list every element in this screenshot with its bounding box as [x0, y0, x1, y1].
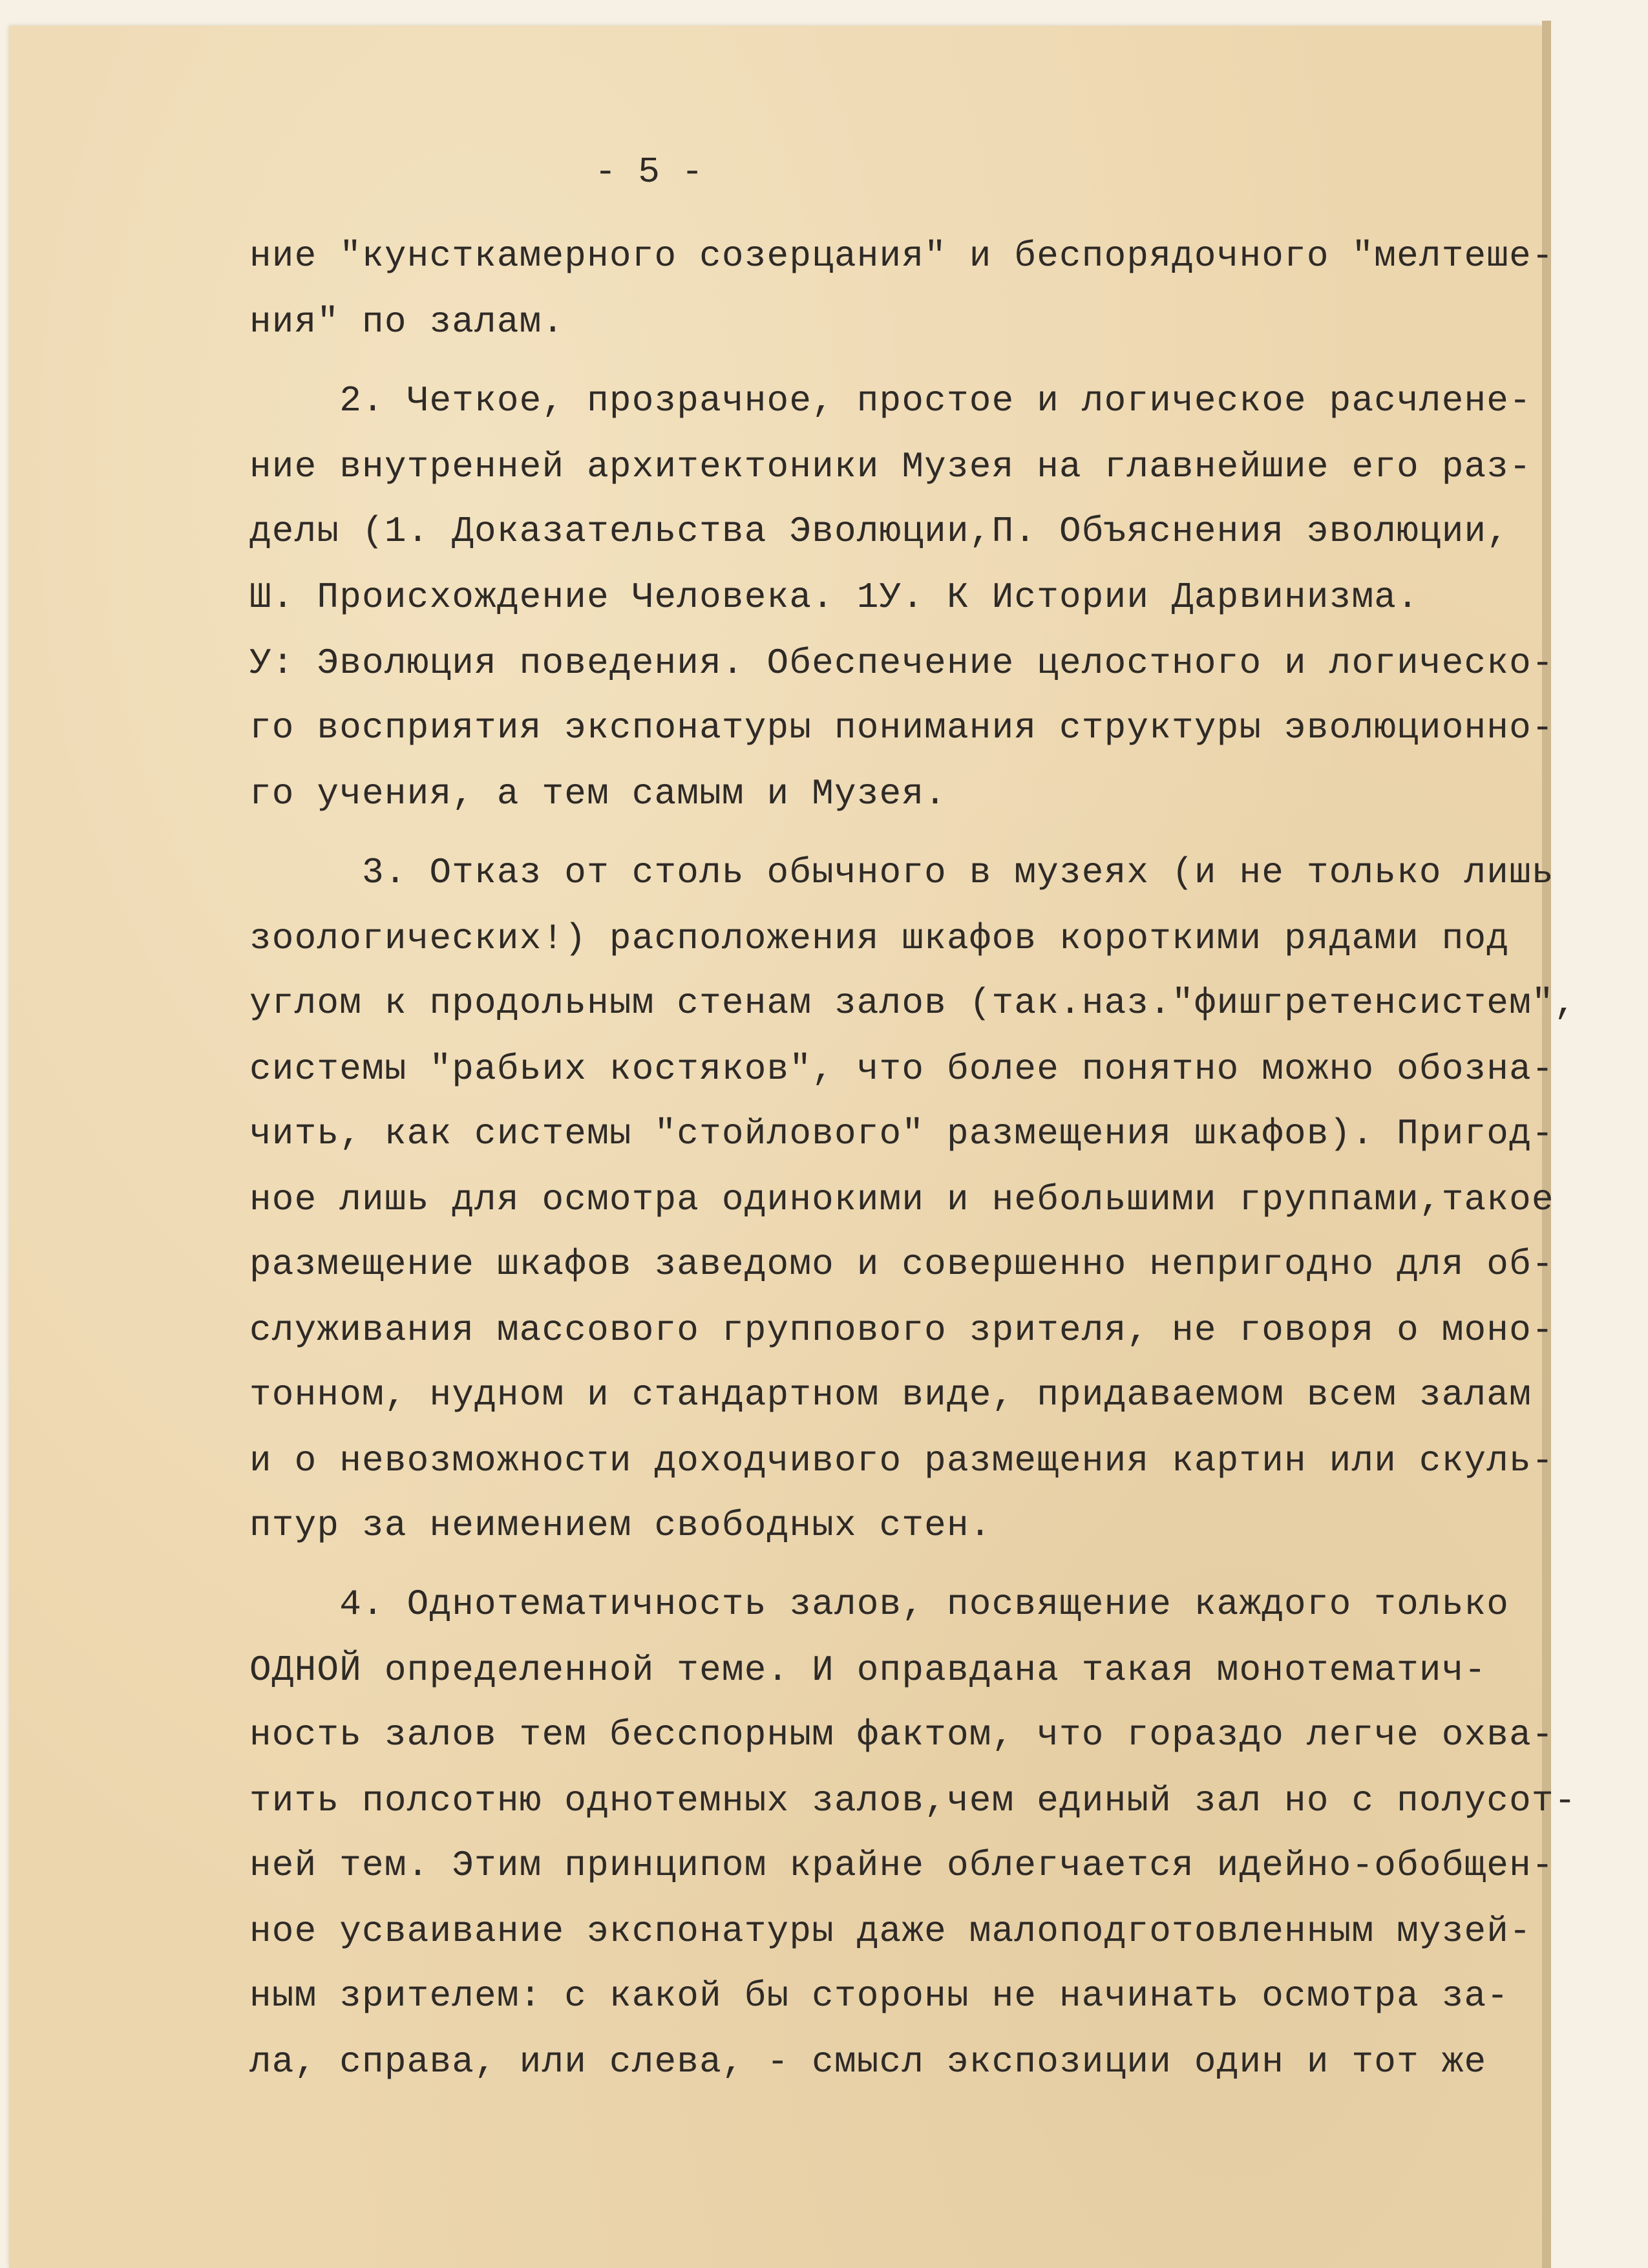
text-line: ОДНОЙ определенной теме. И оправдана такая монотематич- — [249, 1649, 1487, 1691]
text-line: тить полсотню однотемных залов,чем единый зал но с полусот- — [249, 1780, 1577, 1821]
text-line: ное усваивание экспонатуры даже малоподготовленным музей- — [249, 1911, 1532, 1952]
text-line: ла, справа, или слева, - смысл экспозиции один и тот же — [249, 2041, 1487, 2083]
text-line: 4. Однотематичность залов, посвящение каждого только — [249, 1584, 1510, 1625]
text-line: зоологических!) расположения шкафов короткими рядами под — [249, 918, 1510, 959]
text-line: чить, как системы "стойлового" размещения шкафов). Пригод- — [249, 1113, 1554, 1154]
text-line: ние внутренней архитектоники Музея на главнейшие его раз- — [249, 446, 1532, 487]
text-line: размещение шкафов заведомо и совершенно непригодно для об- — [249, 1244, 1554, 1285]
text-line: го учения, а тем самым и Музея. — [249, 773, 947, 814]
text-line: и о невозможности доходчивого размещения картин или скуль- — [249, 1440, 1554, 1481]
text-line: ным зрителем: с какой бы стороны не начинать осмотра за- — [249, 1975, 1510, 2017]
text-line: 2. Четкое, прозрачное, простое и логическое расчлене- — [249, 380, 1532, 421]
text-line: системы "рабьих костяков", что более понятно можно обозна- — [249, 1048, 1554, 1090]
text-line: Ш. Происхождение Человека. 1У. К Истории Дарвинизма. — [249, 577, 1419, 618]
text-line: углом к продольным стенам залов (так.наз."фишгретенсистем", — [249, 982, 1577, 1024]
text-line: делы (1. Доказательства Эволюции,П. Объяснения эволюции, — [249, 511, 1510, 552]
text-line: птур за неимением свободных стен. — [249, 1505, 992, 1546]
text-line: служивания массового группового зрителя, не говоря о моно- — [249, 1309, 1554, 1351]
page-number: - 5 - — [595, 151, 704, 193]
text-line: У: Эволюция поведения. Обеспечение целостного и логическо- — [249, 642, 1554, 684]
text-line: ние "кунсткамерного созерцания" и беспорядочного "мелтеше- — [249, 235, 1554, 277]
text-line: тонном, нудном и стандартном виде, придаваемом всем залам — [249, 1374, 1532, 1415]
text-line: ния" по залам. — [249, 301, 565, 343]
text-line: ность залов тем бесспорным фактом, что гораздо легче охва- — [249, 1714, 1554, 1755]
text-line: ное лишь для осмотра одинокими и небольшими группами,такое — [249, 1179, 1554, 1220]
text-line: ней тем. Этим принципом крайне облегчается идейно-обобщен- — [249, 1845, 1554, 1886]
text-line: го восприятия экспонатуры понимания структуры эволюционно- — [249, 707, 1554, 748]
text-line: 3. Отказ от столь обычного в музеях (и не только лишь — [249, 852, 1554, 893]
